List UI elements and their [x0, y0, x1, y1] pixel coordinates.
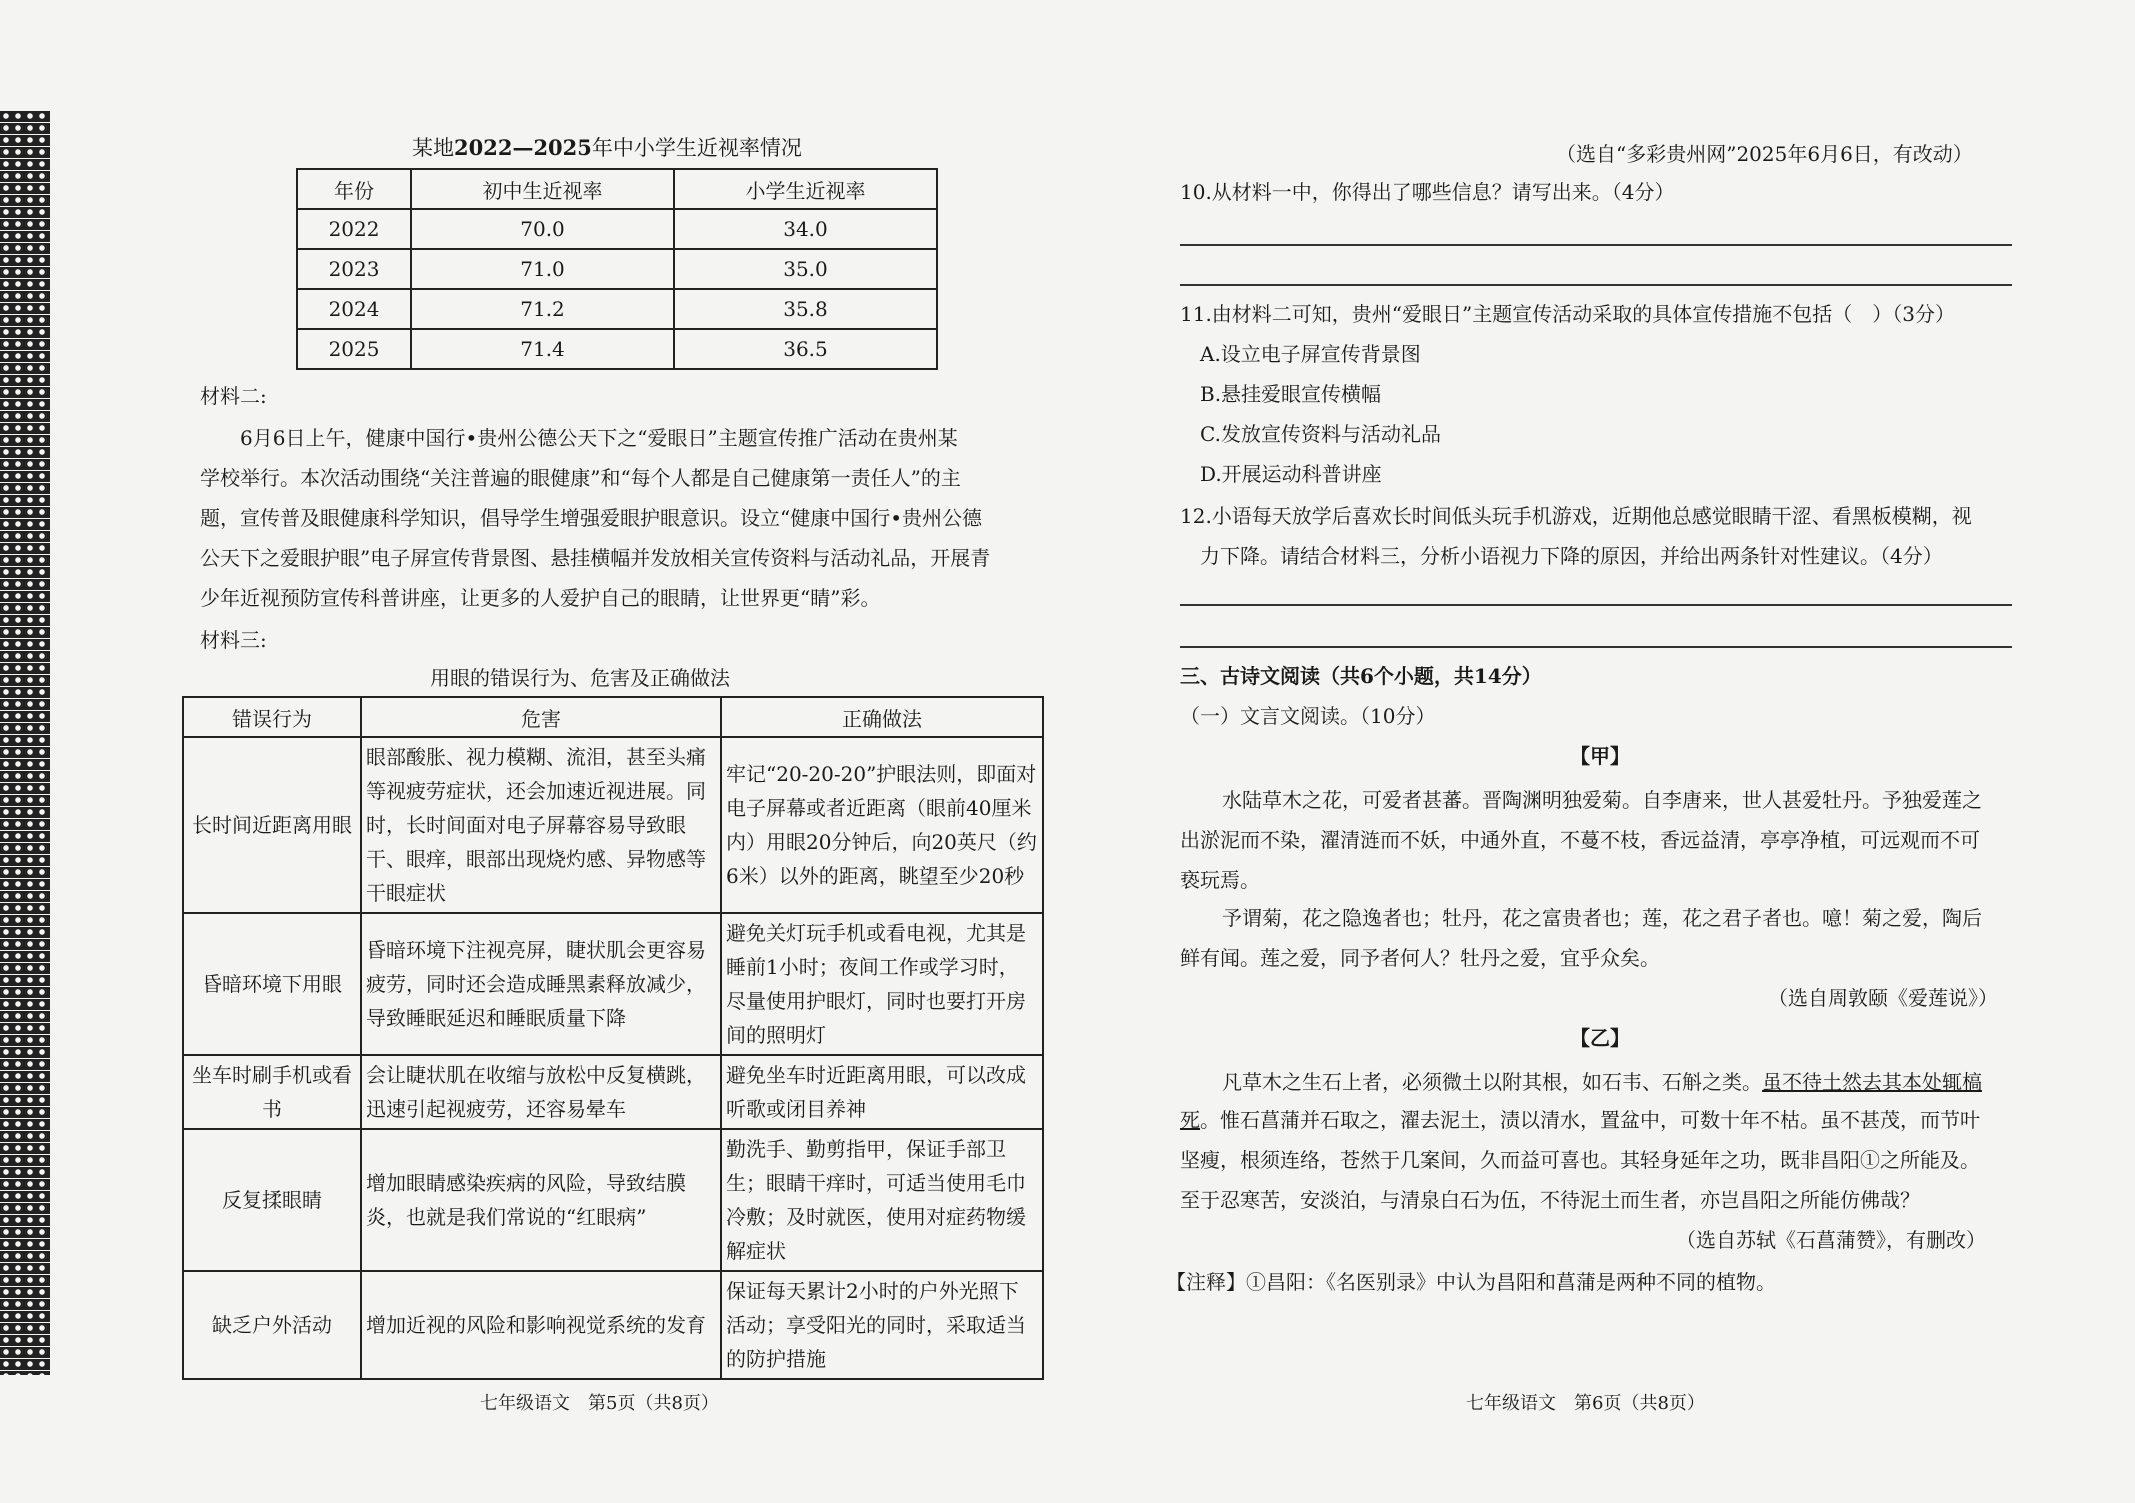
table-header: 小学生近视率 [674, 169, 937, 209]
table-cell: 34.0 [674, 209, 937, 249]
material2-line: 题，宣传普及眼健康科学知识，倡导学生增强爱眼护眼意识。设立“健康中国行•贵州公德 [200, 506, 983, 530]
answer-line [1180, 284, 2012, 286]
myopia-rate-table [296, 168, 938, 370]
table-cell: 35.8 [674, 289, 937, 329]
passage-line: 死。惟石菖蒲并石取之，濯去泥土，渍以清水，置盆中，可数十年不枯。虽不甚茂，而节叶 [1180, 1108, 1980, 1132]
table-cell: 71.4 [411, 329, 674, 369]
passage-line: 予谓菊，花之隐逸者也；牡丹，花之富贵者也；莲，花之君子者也。噫！菊之爱，陶后 [1222, 906, 1982, 930]
table-cell: 避免关灯玩手机或看电视，尤其是睡前1小时；夜间工作或学习时，尽量使用护眼灯，同时也要打开房间的照明灯 [721, 913, 1043, 1055]
table-cell: 眼部酸胀、视力模糊、流泪，甚至头痛等视疲劳症状，还会加速近视进展。同时，长时间面对电子屏幕容易导致眼干、眼痒，眼部出现烧灼感、异物感等干眼症状 [361, 737, 721, 913]
table-cell: 昏暗环境下注视亮屏，睫状肌会更容易疲劳，同时还会造成睡黑素释放减少，导致睡眠延迟和睡眠质量下降 [361, 913, 721, 1055]
decorative-border-strip [0, 110, 50, 1375]
page-footer-left: 七年级语文 第5页（共8页） [480, 1393, 719, 1414]
passage-line: 鲜有闻。莲之爱，同予者何人？牡丹之爱，宜乎众矣。 [1180, 946, 1660, 970]
material2-line: 少年近视预防宣传科普讲座，让更多的人爱护自己的眼睛，让世界更“睛”彩。 [200, 586, 881, 610]
table-row [297, 289, 937, 329]
table-cell: 缺乏户外活动 [183, 1271, 361, 1379]
table-row [183, 1055, 1043, 1129]
passage-source: （选自周敦颐《爱莲说》） [1768, 986, 1998, 1010]
material2-line: 公天下之爱眼护眼”电子屏宣传背景图、悬挂横幅并发放相关宣传资料与活动礼品，开展青 [200, 546, 991, 570]
option-d: D.开展运动科普讲座 [1200, 462, 1382, 486]
table-header: 危害 [361, 697, 721, 737]
table-cell: 71.0 [411, 249, 674, 289]
passage-line: 至于忍寒苦，安淡泊，与清泉白石为伍，不待泥土而生者，亦岂昌阳之所能仿佛哉？ [1180, 1188, 1920, 1212]
passage-line: 水陆草木之花，可爱者甚蕃。晋陶渊明独爱菊。自李唐来，世人甚爱牡丹。予独爱莲之 [1222, 788, 1982, 812]
table-header: 初中生近视率 [411, 169, 674, 209]
passage-line: 凡草木之生石上者，必须微土以附其根，如石韦、石斛之类。虽不待土然去其本处辄槁 [1222, 1070, 1982, 1094]
table-cell: 35.0 [674, 249, 937, 289]
option-c: C.发放宣传资料与活动礼品 [1200, 422, 1441, 446]
question-12-cont: 力下降。请结合材料三，分析小语视力下降的原因，并给出两条针对性建议。（4分） [1200, 544, 1943, 568]
table-header: 错误行为 [183, 697, 361, 737]
table-cell: 2022 [297, 209, 411, 249]
passage-yi-label: 【乙】 [1570, 1026, 1630, 1050]
table-cell: 增加近视的风险和影响视觉系统的发育 [361, 1271, 721, 1379]
table-row [183, 913, 1043, 1055]
table-header: 年份 [297, 169, 411, 209]
table-row [183, 1271, 1043, 1379]
question-11: 11.由材料二可知，贵州“爱眼日”主题宣传活动采取的具体宣传措施不包括（ ）（3分） [1180, 302, 1955, 326]
answer-line [1180, 604, 2012, 606]
table-row [297, 249, 937, 289]
passage-jia-label: 【甲】 [1570, 744, 1630, 768]
passage-line: 坚瘦，根须连络，苍然于几案间，久而益可喜也。其轻身延年之功，既非昌阳①之所能及。 [1180, 1148, 1980, 1172]
table-cell: 2025 [297, 329, 411, 369]
table-row [297, 209, 937, 249]
table-cell: 昏暗环境下用眼 [183, 913, 361, 1055]
subsection-heading: （一）文言文阅读。（10分） [1180, 704, 1436, 728]
table-cell: 勤洗手、勤剪指甲，保证手部卫生；眼睛干痒时，可适当使用毛巾冷敷；及时就医，使用对症药物缓解症状 [721, 1129, 1043, 1271]
table-cell: 2023 [297, 249, 411, 289]
passage-line: 出淤泥而不染，濯清涟而不妖，中通外直，不蔓不枝，香远益清，亭亭净植，可远观而不可 [1180, 828, 1980, 852]
answer-line [1180, 244, 2012, 246]
option-b: B.悬挂爱眼宣传横幅 [1200, 382, 1382, 406]
passage-line: 亵玩焉。 [1180, 868, 1260, 892]
source-note: （选自“多彩贵州网”2025年6月6日，有改动） [1556, 142, 1973, 166]
table-cell: 70.0 [411, 209, 674, 249]
eye-habits-table [182, 696, 1044, 1380]
annotation-note: 【注释】①昌阳：《名医别录》中认为昌阳和菖蒲是两种不同的植物。 [1166, 1270, 1776, 1294]
table-header: 正确做法 [721, 697, 1043, 737]
question-10: 10.从材料一中，你得出了哪些信息？请写出来。（4分） [1180, 180, 1675, 204]
table-cell: 保证每天累计2小时的户外光照下活动；享受阳光的同时，采取适当的防护措施 [721, 1271, 1043, 1379]
table-header-row [297, 169, 937, 209]
table-cell: 增加眼睛感染疾病的风险，导致结膜炎，也就是我们常说的“红眼病” [361, 1129, 721, 1271]
table-cell: 会让睫状肌在收缩与放松中反复横跳，迅速引起视疲劳，还容易晕车 [361, 1055, 721, 1129]
table-cell: 牢记“20-20-20”护眼法则，即面对电子屏幕或者近距离（眼前40厘米内）用眼20分钟后，向20英尺（约6米）以外的距离，眺望至少20秒 [721, 737, 1043, 913]
table-row [183, 1129, 1043, 1271]
passage-source: （选自苏轼《石菖蒲赞》，有删改） [1676, 1228, 1986, 1252]
table2-title: 用眼的错误行为、危害及正确做法 [430, 666, 730, 690]
material2-line: 学校举行。本次活动围绕“关注普遍的眼健康”和“每个人都是自己健康第一责任人”的主 [200, 466, 961, 490]
table-cell: 2024 [297, 289, 411, 329]
question-12: 12.小语每天放学后喜欢长时间低头玩手机游戏，近期他总感觉眼睛干涩、看黑板模糊，视 [1180, 504, 1972, 528]
table-cell: 36.5 [674, 329, 937, 369]
answer-line [1180, 646, 2012, 648]
section-3-heading: 三、古诗文阅读（共6个小题，共14分） [1180, 664, 1542, 688]
table-cell: 坐车时刷手机或看书 [183, 1055, 361, 1129]
table-header-row [183, 697, 1043, 737]
table1-title: 某地2022—2025年中小学生近视率情况 [412, 135, 802, 160]
table-cell: 长时间近距离用眼 [183, 737, 361, 913]
material3-label: 材料三: [200, 628, 267, 652]
material2-line: 6月6日上午，健康中国行•贵州公德公天下之“爱眼日”主题宣传推广活动在贵州某 [240, 426, 958, 450]
table-cell: 反复揉眼睛 [183, 1129, 361, 1271]
option-a: A.设立电子屏宣传背景图 [1200, 342, 1421, 366]
table-cell: 71.2 [411, 289, 674, 329]
table-cell: 避免坐车时近距离用眼，可以改成听歌或闭目养神 [721, 1055, 1043, 1129]
material2-label: 材料二: [200, 384, 267, 408]
table-row [183, 737, 1043, 913]
page-footer-right: 七年级语文 第6页（共8页） [1466, 1393, 1705, 1414]
table-row [297, 329, 937, 369]
